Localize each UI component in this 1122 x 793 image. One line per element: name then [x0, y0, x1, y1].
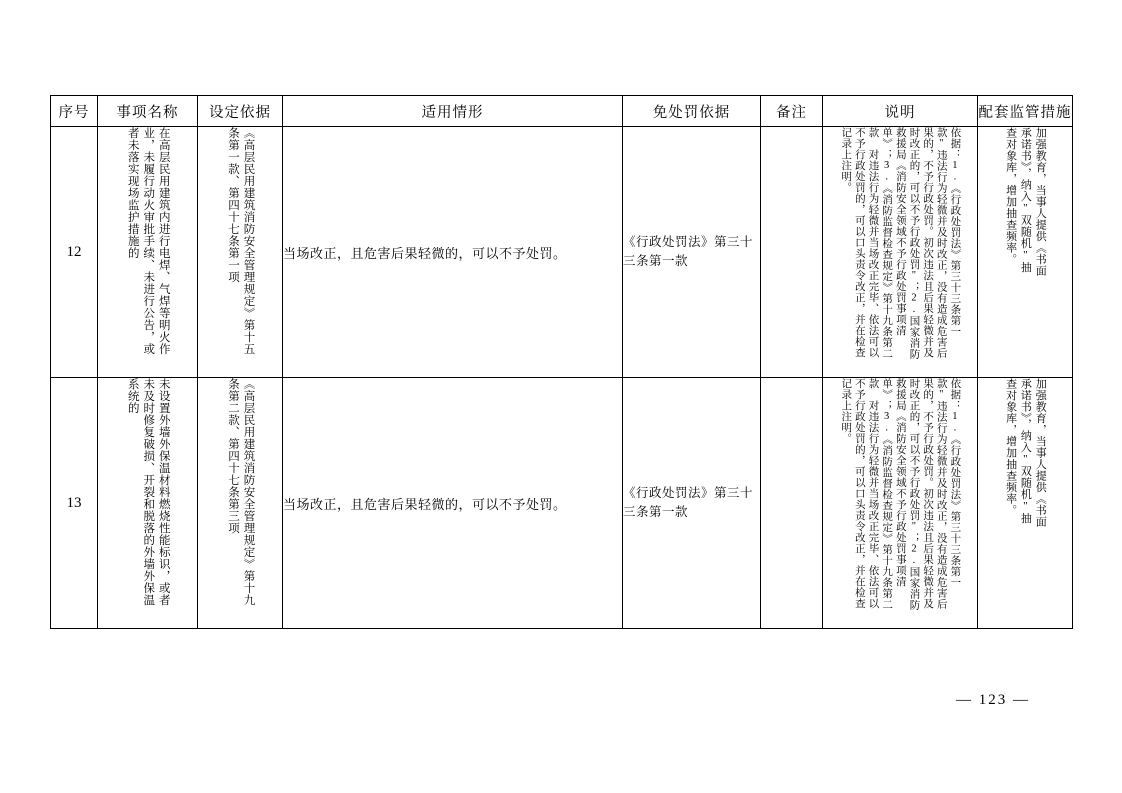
row-applicable-case: 当场改正，且危害后果轻微的，可以不予处罚。 — [283, 378, 623, 629]
row-setting-basis — [198, 378, 283, 629]
table-header-row — [51, 96, 1073, 127]
page-number: — 123 — — [956, 692, 1030, 708]
row-number: 13 — [51, 378, 98, 629]
row-number: 12 — [51, 127, 98, 378]
column-header-remark: 备注 — [761, 96, 823, 127]
row-setting-basis-text: 《高层民用建筑消防安全管理规定》第十五条第一款、第四十七条第一项 — [227, 127, 255, 355]
column-header-exempt-basis: 免处罚依据 — [623, 96, 761, 127]
row-remark — [761, 378, 823, 629]
exemption-table — [50, 95, 1073, 629]
column-header-no: 序号 — [51, 96, 98, 127]
row-description — [823, 127, 978, 378]
row-supporting-measure — [978, 378, 1073, 629]
row-item-name — [98, 378, 198, 629]
column-header-case: 适用情形 — [283, 96, 623, 127]
column-header-measure: 配套监管措施 — [978, 96, 1073, 127]
row-exempt-basis: 《行政处罚法》第三十三条第一款 — [623, 378, 761, 629]
row-supporting-measure-text: 加强教育，当事人提供《书面承诺书》，纳入"双随机"抽查对象库，增加抽查频率。 — [1004, 378, 1047, 528]
table-row — [51, 378, 1073, 629]
column-header-basis: 设定依据 — [198, 96, 283, 127]
row-item-name-text: 在高层民用建筑内进行电焊、气焊等明火作业，未履行动火审批手续、未进行公告，或者未落实现场监护措施的 — [126, 127, 170, 355]
row-setting-basis-text: 《高层民用建筑消防安全管理规定》第十九条第二款、第四十七条第三项 — [227, 378, 255, 606]
row-exempt-basis: 《行政处罚法》第三十三条第一款 — [623, 127, 761, 378]
row-item-name-text: 未设置外墙外保温材料燃烧性能标识，或者未及时修复破损、开裂和脱落的外墙外保温系统的 — [126, 378, 170, 606]
row-supporting-measure — [978, 127, 1073, 378]
row-description — [823, 378, 978, 629]
column-header-description: 说明 — [823, 96, 978, 127]
column-header-name: 事项名称 — [98, 96, 198, 127]
row-supporting-measure-text: 加强教育，当事人提供《书面承诺书》，纳入"双随机"抽查对象库，增加抽查频率。 — [1004, 127, 1047, 277]
row-remark — [761, 127, 823, 378]
row-item-name — [98, 127, 198, 378]
row-setting-basis — [198, 127, 283, 378]
row-description-text: 依据：1.《行政处罚法》第三十三条第一款"违法行为轻微并及时改正，没有造成危害后果的，不予行政处罚。初次违法且后果轻微并及时改正的，可以不予行政处罚"；2.国家消防救援局《消防安全领域不予行政处罚事项清单》；3.《消防监督检查规定》第十九条第二款 对违法行为轻微并当场改正完毕、依法可以不予行政处罚的，可以口头责令改正，并在检查记录上注明。 — [840, 378, 961, 611]
row-description-text: 依据：1.《行政处罚法》第三十三条第一款"违法行为轻微并及时改正，没有造成危害后果的，不予行政处罚。初次违法且后果轻微并及时改正的，可以不予行政处罚"；2.国家消防救援局《消防安全领域不予行政处罚事项清单》；3.《消防监督检查规定》第十九条第二款 对违法行为轻微并当场改正完毕、依法可以不予行政处罚的，可以口头责令改正，并在检查记录上注明。 — [840, 127, 961, 360]
table-row — [51, 127, 1073, 378]
row-applicable-case: 当场改正，且危害后果轻微的，可以不予处罚。 — [283, 127, 623, 378]
